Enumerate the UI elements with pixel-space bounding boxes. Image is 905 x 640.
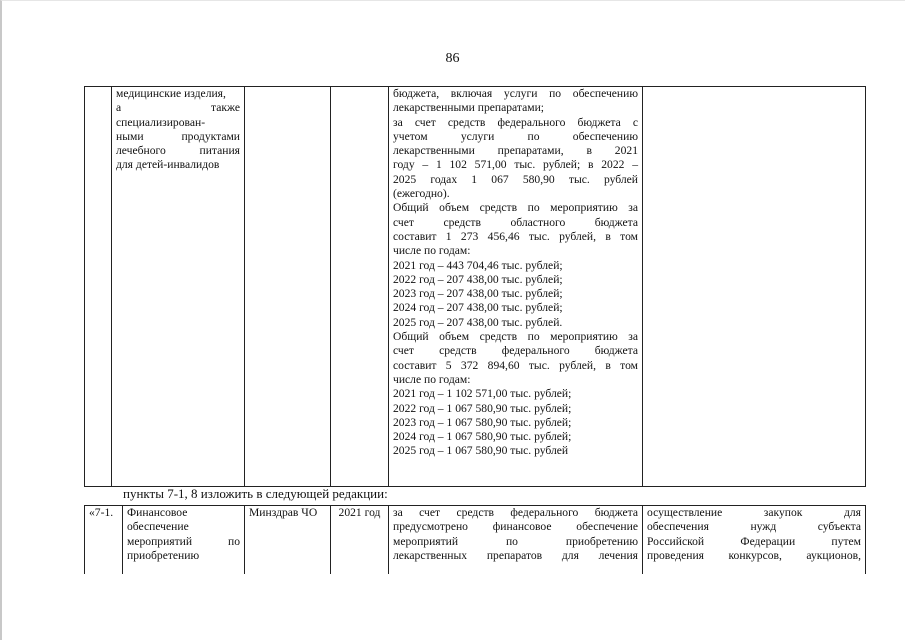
text-line: лекарственными препаратами, в 2021 — [393, 144, 638, 158]
text-line: учетом услуги по обеспечению — [393, 129, 638, 143]
text-line: обеспечение — [127, 520, 189, 534]
list-item: 2022 год – 207 438,00 тыс. рублей; — [393, 272, 563, 286]
list-item: 2025 год – 1 067 580,90 тыс. рублей — [393, 444, 569, 458]
cell-activity-name — [123, 506, 245, 575]
text-line: Общий объем средств по мероприятию за — [393, 330, 638, 344]
table-row — [85, 87, 866, 487]
text-line: медицинские изделия, — [116, 87, 226, 100]
list-item: 2023 год – 207 438,00 тыс. рублей; — [393, 287, 563, 301]
activity-name-text — [116, 87, 240, 173]
list-item: 2021 год – 1 102 571,00 тыс. рублей; — [393, 387, 572, 401]
text-line: составит 1 273 456,46 тыс. рублей, в том — [393, 229, 638, 243]
text-line: специализирован- — [116, 115, 206, 129]
list-item: 2022 год – 1 067 580,90 тыс. рублей; — [393, 401, 572, 415]
list-item: 2024 год – 207 438,00 тыс. рублей; — [393, 301, 563, 315]
expected-result-text — [647, 506, 861, 563]
text-line: лекарственных препаратов для лечения — [393, 548, 638, 562]
page-number: 86 — [445, 51, 460, 66]
text-line: Российской Федерации путем — [647, 534, 861, 548]
cell-item-number: «7-1. — [85, 506, 123, 575]
text-line: числе по годам: — [393, 372, 471, 386]
paragraph — [393, 330, 638, 387]
text-line: обеспечения нужд субъекта — [647, 520, 861, 534]
text-line: а также — [116, 101, 240, 115]
text-line: Общий объем средств по мероприятию за — [393, 201, 638, 215]
text-line: предусмотрено финансовое обеспечение — [393, 520, 638, 534]
program-table-continued — [84, 86, 866, 487]
cell-expected-result — [643, 87, 866, 487]
text-line: 2025 годах 1 067 580,90 тыс. рублей — [393, 172, 638, 186]
paragraph — [393, 116, 638, 202]
text-line: мероприятий по — [127, 534, 240, 548]
text-line: осуществление закупок для — [647, 506, 861, 519]
cell-period — [331, 87, 389, 487]
paragraph — [393, 87, 638, 116]
cell-expected-result — [643, 506, 866, 575]
text-line: за счет средств федерального бюджета — [393, 506, 638, 519]
text-line: лечебного питания — [116, 144, 240, 158]
text-line: для детей-инвалидов — [116, 158, 220, 172]
text-line: бюджета, включая услуги по обеспечению — [393, 87, 638, 100]
text-line: году – 1 102 571,00 тыс. рублей; в 2022 – — [393, 158, 638, 172]
list-item: 2021 год – 443 704,46 тыс. рублей; — [393, 258, 563, 272]
funding-description-text — [393, 87, 638, 459]
text-line: ными продуктами — [116, 129, 240, 143]
text-line: счет средств областного бюджета — [393, 215, 638, 229]
table-row — [85, 506, 866, 575]
list-item: 2023 год – 1 067 580,90 тыс. рублей; — [393, 415, 572, 429]
paragraph — [393, 201, 638, 258]
text-line: проведения конкурсов, аукционов, — [647, 548, 861, 562]
text-line: лекарственными препаратами; — [393, 101, 544, 115]
paragraph — [393, 259, 638, 330]
text-line: составит 5 372 894,60 тыс. рублей, в том — [393, 358, 638, 372]
text-line: (ежегодно). — [393, 187, 450, 201]
list-item: 2024 год – 1 067 580,90 тыс. рублей; — [393, 430, 572, 444]
text-line: Финансовое — [127, 506, 188, 519]
text-line: мероприятий по приобретению — [393, 534, 638, 548]
paragraph — [393, 387, 638, 458]
text-line: счет средств федерального бюджета — [393, 344, 638, 358]
cell-activity-name — [112, 87, 245, 487]
cell-executor: Минздрав ЧО — [245, 506, 331, 575]
amendment-instruction: пункты 7-1, 8 изложить в следующей редакции: — [123, 486, 388, 501]
cell-executor — [245, 87, 331, 487]
cell-funding-description — [389, 506, 643, 575]
text-line: за счет средств федерального бюджета с — [393, 115, 638, 129]
list-item: 2025 год – 207 438,00 тыс. рублей. — [393, 315, 563, 329]
cell-funding-description — [389, 87, 643, 487]
text-line: приобретению — [127, 548, 200, 562]
funding-description-text — [393, 506, 638, 563]
text-line: числе по годам: — [393, 244, 471, 258]
program-table-new-edition — [84, 505, 866, 574]
cell-period: 2021 год — [331, 506, 389, 575]
cell-item-number — [85, 87, 112, 487]
activity-name-text — [127, 506, 240, 563]
